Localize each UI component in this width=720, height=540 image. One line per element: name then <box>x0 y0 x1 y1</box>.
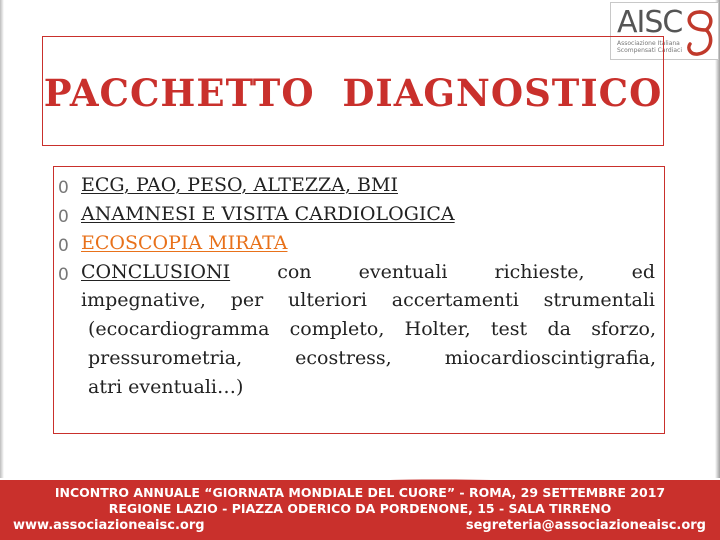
conclusions-line-1 <box>81 261 655 283</box>
heart-logo-icon <box>684 10 716 56</box>
bullet-marker: 0 <box>58 207 69 227</box>
list-item-label-highlighted: ECOSCOPIA MIRATA <box>81 232 288 254</box>
footer-banner <box>0 480 720 540</box>
bullet-marker: 0 <box>58 236 69 256</box>
title-box <box>42 36 664 146</box>
conclusions-line-1-rest: con eventuali richieste, ed <box>277 261 656 283</box>
list-item <box>0 259 720 287</box>
footer-event-location: REGIONE LAZIO - PIAZZA ODERICO DA PORDENONE, 15 - SALA TIRRENO <box>108 501 612 516</box>
conclusions-keyword: CONCLUSIONI <box>81 261 231 283</box>
list-item <box>0 172 720 200</box>
bullet-marker: 0 <box>58 178 69 198</box>
conclusions-line-2: impegnative, per ulteriori accertamenti strumentali <box>81 289 655 311</box>
footer-website-link[interactable]: www.associazioneaisc.org <box>13 518 205 533</box>
footer-email-link[interactable]: segreteria@associazioneaisc.org <box>465 518 706 533</box>
list-item-label: ECG, PAO, PESO, ALTEZZA, BMI <box>81 174 398 196</box>
logo-subtitle: Associazione Italiana Scompensati Cardiaci <box>617 40 683 54</box>
list-item <box>0 201 720 229</box>
conclusions-line-3: (ecocardiogramma completo, Holter, test da sforzo, <box>88 318 656 340</box>
page-title: PACCHETTO DIAGNOSTICO <box>43 71 663 115</box>
conclusions-line-4: pressurometria, ecostress, miocardioscintigrafia, <box>88 347 656 369</box>
list-item-label: ANAMNESI E VISITA CARDIOLOGICA <box>81 203 455 225</box>
bullet-marker: 0 <box>58 265 69 285</box>
list-item <box>0 230 720 258</box>
conclusions-line-5: atri eventuali…) <box>88 376 244 398</box>
footer-event-title: INCONTRO ANNUALE “GIORNATA MONDIALE DEL CUORE” - ROMA, 29 SETTEMBRE 2017 <box>54 485 666 500</box>
logo-wordmark: AISC <box>617 5 683 40</box>
